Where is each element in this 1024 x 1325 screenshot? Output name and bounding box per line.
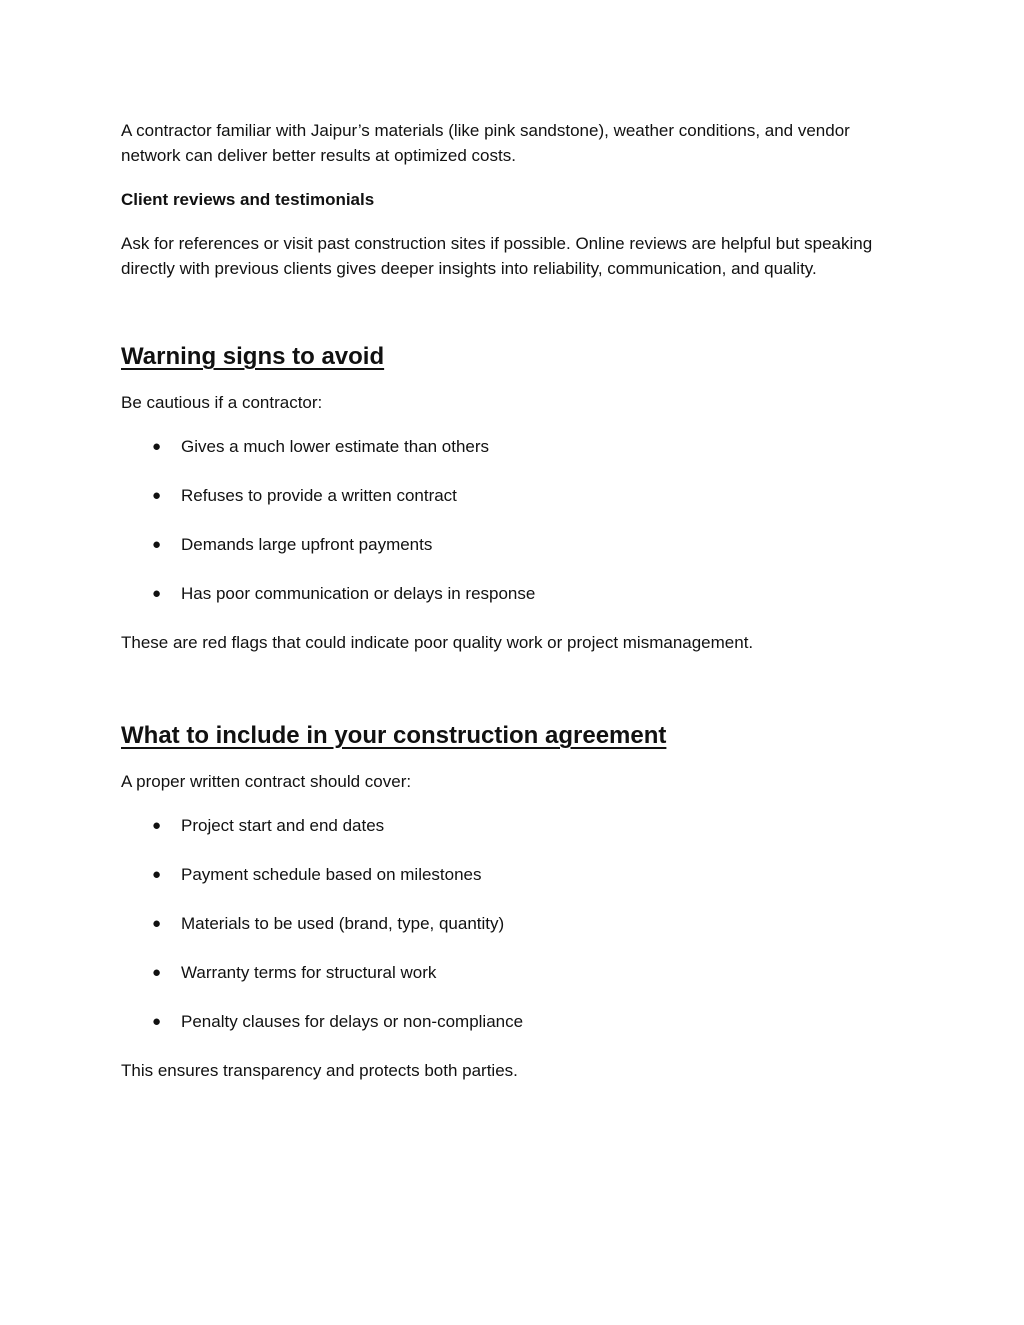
list-item: ● Demands large upfront payments (121, 532, 911, 557)
reviews-heading: Client reviews and testimonials (121, 190, 375, 209)
bullet-icon: ● (152, 866, 162, 883)
bullet-icon: ● (152, 536, 162, 553)
bullet-icon: ● (152, 487, 162, 504)
bullet-icon: ● (152, 915, 162, 932)
list-item: ● Refuses to provide a written contract (121, 483, 911, 508)
list-item: ● Penalty clauses for delays or non-compliance (121, 1009, 911, 1034)
agreement-closing: This ensures transparency and protects both parties. (121, 1061, 518, 1080)
agreement-list (121, 813, 911, 1034)
list-item: ● Materials to be used (brand, type, quantity) (121, 911, 911, 936)
bullet-icon: ● (152, 964, 162, 981)
warning-closing: These are red flags that could indicate poor quality work or project mismanagement. (121, 633, 754, 652)
bullet-icon: ● (152, 1013, 162, 1030)
warning-lead: Be cautious if a contractor: (121, 393, 323, 412)
document-page (121, 118, 911, 1083)
warning-heading: Warning signs to avoid (121, 343, 385, 370)
agreement-lead: A proper written contract should cover: (121, 772, 412, 791)
intro-paragraph: A contractor familiar with Jaipur’s materials (like pink sandstone), weather conditions, and vendor network can deliver better results at optimized costs. (121, 121, 850, 165)
list-item: ● Has poor communication or delays in response (121, 581, 911, 606)
bullet-icon: ● (152, 438, 162, 455)
list-item: ● Warranty terms for structural work (121, 960, 911, 985)
list-item: ● Payment schedule based on milestones (121, 862, 911, 887)
reviews-paragraph: Ask for references or visit past construction sites if possible. Online reviews are helpful but speaking directly with previous clients gives deeper insights into reliability, communication, and quality. (121, 234, 873, 278)
warning-list (121, 434, 911, 606)
bullet-icon: ● (152, 585, 162, 602)
list-item: ● Project start and end dates (121, 813, 911, 838)
agreement-heading: What to include in your construction agreement (121, 722, 667, 749)
list-item: ● Gives a much lower estimate than others (121, 434, 911, 459)
bullet-icon: ● (152, 817, 162, 834)
